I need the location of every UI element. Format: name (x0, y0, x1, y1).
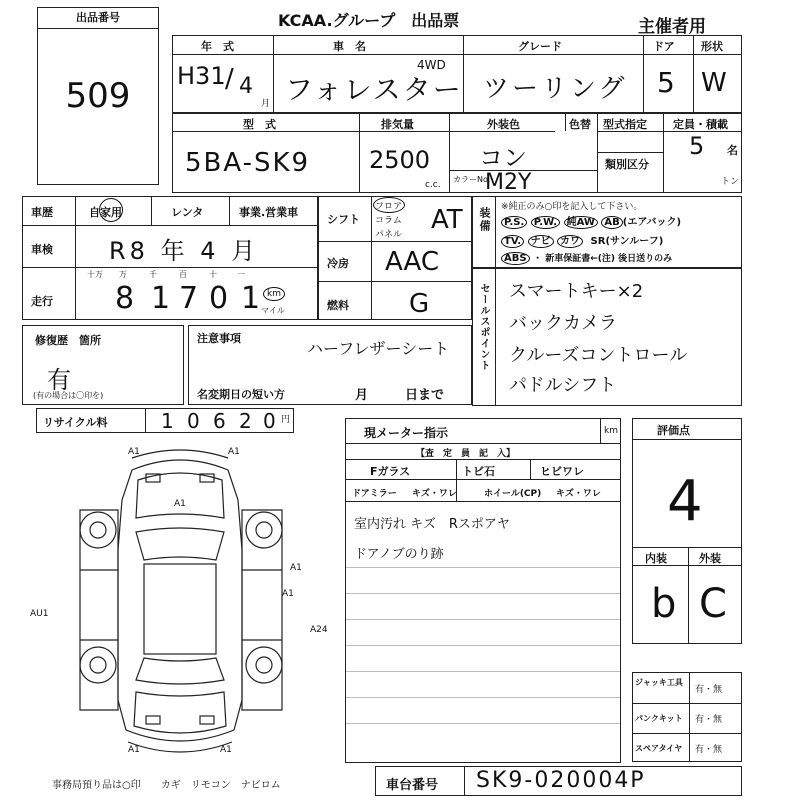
year-month-unit: 月 (261, 99, 271, 109)
chassis-label: 車台番号 (386, 778, 439, 793)
recycle-block (36, 408, 294, 433)
sales-point-label: セールスポイント (478, 283, 489, 371)
score-block (632, 418, 742, 644)
repair-label: 修復歴 箇所 (35, 334, 101, 347)
equipment-line-3 (501, 251, 672, 264)
mileage-digit: 1 (151, 281, 171, 316)
displacement-value: 2500 (369, 146, 431, 174)
color-change-label: 色替 (569, 118, 591, 131)
mileage-digit: 0 (209, 281, 229, 316)
recycle-unit: 円 (281, 415, 291, 425)
car-name-label: 車 名 (333, 40, 366, 53)
glass-option-chip: トビ石 (462, 465, 495, 478)
score-label: 評価点 (657, 424, 690, 437)
digit-label: 十 (209, 270, 217, 279)
meter-unit: km (604, 426, 618, 436)
damage-mark: A1 (128, 447, 140, 457)
equipment-block (472, 196, 742, 268)
deadline-month: 月 (355, 388, 369, 403)
mile-unit: マイル (261, 306, 285, 315)
shift-option-panel: パネル (375, 230, 403, 240)
damage-mark: A1 (220, 745, 232, 755)
office-note: 事務局預り品は○印 カギ リモコン ナビロム (52, 780, 281, 791)
caution-value: ハーフレザーシート (307, 339, 450, 358)
shift-option-floor: フロア (375, 202, 403, 212)
recycle-digit: 2 (239, 409, 252, 433)
body-type-label: 形状 (701, 40, 723, 53)
row-model-spec (172, 113, 742, 193)
inspector-note: 室内汚れ キズ Rスポアヤ (354, 517, 510, 532)
shift-label: シフト (327, 213, 360, 226)
floor-circle (373, 197, 405, 213)
displacement-label: 排気量 (381, 118, 414, 131)
mileage-digit: 7 (179, 281, 199, 316)
eq-tv: TV. (501, 235, 524, 248)
tool-label-puncture: パンクキット (635, 714, 683, 723)
history-block (22, 196, 318, 320)
recycle-digit: 1 (161, 409, 174, 433)
caution-label: 注意事項 (197, 332, 241, 345)
km-unit: km (263, 287, 285, 301)
caution-block (188, 325, 472, 405)
lot-number-label: 出品番号 (38, 8, 158, 29)
damage-mark: A1 (290, 563, 302, 573)
history-option-rental: レンタ (171, 206, 204, 219)
eq-navi: ナビ (528, 235, 554, 248)
tool-value-spare: 有・無 (695, 745, 723, 755)
tools-block (632, 672, 742, 762)
color-label: 外装色 (487, 118, 520, 131)
history-label: 車歴 (31, 206, 53, 219)
year-label: 年 式 (201, 40, 234, 53)
organizer-label: 主催者用 (638, 17, 706, 37)
sales-point-item: スマートキー×2 (509, 281, 644, 302)
ac-value: AAC (385, 247, 439, 277)
meter-block (345, 418, 621, 763)
color-value: コン (479, 144, 527, 172)
capacity-value: 5 (689, 132, 705, 160)
damage-mark: A1 (128, 745, 140, 755)
eq-pw: P.W. (531, 216, 560, 229)
org-title: KCAA.グループ 出品票 (278, 11, 460, 30)
eq-leather: カワ (557, 235, 583, 248)
exterior-score: C (699, 581, 727, 627)
sales-point-item: クルーズコントロール (509, 345, 688, 366)
model-value: 5BA-SK9 (185, 148, 311, 178)
repair-value: 有 (47, 366, 71, 394)
grade-label: グレード (518, 40, 562, 53)
sales-point-item: パドルシフト (509, 375, 617, 396)
fuel-value: G (409, 289, 430, 319)
inspector-header: 【査 定 員 記 入】 (416, 449, 516, 459)
interior-label: 内装 (645, 552, 667, 565)
capacity-label: 定員・積載 (673, 118, 728, 131)
chassis-block (375, 766, 742, 796)
chassis-value: SK9-020004P (476, 768, 646, 793)
color-code-label: カラーNo. (453, 175, 491, 184)
tool-label-spare: スペアタイヤ (635, 744, 683, 753)
eq-sr: SR (590, 236, 606, 247)
cc-unit: c.c. (425, 180, 441, 190)
specs-block (318, 196, 472, 320)
eq-abs: ABS (501, 252, 530, 265)
row-year-name (172, 35, 742, 113)
mirror-label: ドアミラー (352, 489, 397, 499)
inspection-label: 車検 (31, 243, 53, 256)
doors-label: ドア (653, 40, 675, 53)
damage-mark: A1 (282, 589, 294, 599)
recycle-digit: 6 (213, 409, 226, 433)
recycle-digit: 0 (187, 409, 200, 433)
recycle-digits (149, 409, 289, 434)
eq-ab: AB (601, 216, 622, 229)
private-use-circle (99, 198, 123, 222)
tool-label-jack: ジャッキ工具 (635, 678, 683, 687)
digit-label: 一 (237, 270, 245, 279)
history-option-private-text: 自家用 (89, 206, 122, 219)
mileage-label: 走行 (31, 295, 53, 308)
meter-label: 現メーター指示 (364, 426, 449, 440)
digit-label: 万 (119, 270, 127, 279)
shift-option-column: コラム (375, 216, 402, 226)
deadline-day: 日まで (405, 388, 445, 403)
class-label: 類別区分 (605, 158, 649, 171)
mirror-option: キズ・ワレ (412, 489, 457, 499)
year-era: H31 (177, 62, 226, 90)
year-slash: / (225, 64, 234, 94)
digit-label: 百 (179, 270, 187, 279)
glass-label: Fガラス (370, 465, 411, 478)
digit-label: 千 (149, 270, 157, 279)
doors-value: 5 (657, 66, 675, 99)
interior-score: b (651, 581, 677, 627)
body-type-value: W (701, 68, 727, 98)
capacity-unit: 名 (727, 144, 738, 157)
score-value: 4 (667, 469, 703, 534)
car-damage-diagram (20, 440, 340, 780)
load-unit: トン (721, 177, 740, 187)
recycle-digit: 0 (263, 409, 276, 433)
ac-label: 冷房 (327, 257, 349, 270)
equipment-line-1 (501, 213, 681, 228)
mileage-digit: 1 (241, 281, 261, 316)
tool-value-jack: 有・無 (695, 685, 723, 695)
mileage-digit: 8 (115, 281, 135, 316)
eq-ab-desc: (エアバック) (622, 217, 682, 228)
car-name: フォレスター (285, 73, 463, 106)
damage-mark: A1 (228, 447, 240, 457)
sales-point-item: バックカメラ (509, 313, 617, 334)
eq-ps: P.S. (501, 216, 527, 229)
history-option-commercial: 事業.営業車 (239, 206, 299, 219)
mileage-digits (79, 279, 289, 319)
equipment-label: 装備 (478, 207, 491, 233)
glass-option-crack: ヒビワレ (540, 465, 584, 478)
repair-block (22, 325, 184, 405)
color-code-value: M2Y (485, 170, 532, 195)
recycle-label: リサイクル料 (43, 416, 108, 429)
drive-type: 4WD (417, 58, 446, 72)
grade-value: ツーリング (483, 74, 628, 104)
damage-mark: AU1 (30, 609, 49, 619)
wheel-option: キズ・ワレ (556, 489, 601, 499)
equipment-note: ※純正のみ○印を記入して下さい。 (501, 202, 643, 212)
inspector-note: ドアノブのり跡 (354, 547, 444, 562)
type-designation-label: 型式指定 (603, 118, 647, 131)
tool-value-puncture: 有・無 (695, 715, 723, 725)
fuel-label: 燃料 (327, 299, 349, 312)
lot-number-box (37, 7, 159, 185)
equipment-line-2 (501, 232, 663, 247)
sales-point-block (472, 268, 742, 406)
damage-mark: A24 (310, 625, 328, 635)
model-label: 型 式 (243, 118, 276, 131)
deadline-label: 名変期日の短い方 (197, 388, 285, 401)
inspection-value: R8 年 4 月 (109, 237, 260, 265)
shift-value: AT (431, 205, 463, 235)
damage-mark: A1 (174, 499, 186, 509)
eq-aw: 純AW (564, 216, 598, 229)
lot-number-value: 509 (65, 76, 131, 116)
repair-note: (有の場合は〇印を) (33, 391, 104, 400)
year-month: 4 (239, 74, 253, 99)
wheel-label: ホイール(CP) (484, 489, 542, 499)
exterior-label: 外装 (699, 552, 721, 565)
eq-sr-desc: (サンルーフ) (605, 236, 664, 247)
digit-label: 十万 (87, 270, 103, 279)
eq-warranty: ・ 新車保証書←(注) 後日送りのみ (533, 254, 673, 264)
